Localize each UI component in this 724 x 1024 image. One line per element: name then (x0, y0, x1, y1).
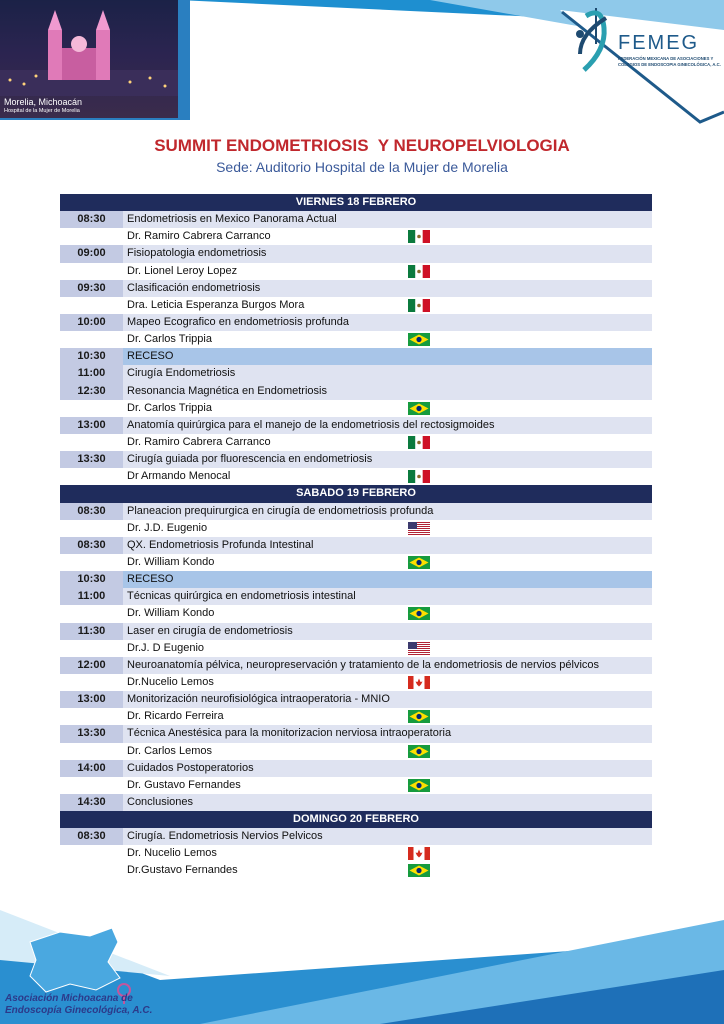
session-time: 14:00 (60, 760, 123, 777)
session-time: 10:00 (60, 314, 123, 331)
session-row (60, 537, 652, 554)
session-time (60, 845, 123, 862)
session-time: 11:00 (60, 588, 123, 605)
session-time: 13:30 (60, 725, 123, 742)
session-time (60, 554, 123, 571)
brazil-flag-icon (408, 745, 430, 758)
cathedral-illustration (0, 0, 178, 96)
speaker-name: Dr. William Kondo (127, 607, 215, 620)
session-row (60, 794, 652, 811)
session-title: Técnica Anestésica para la monitorizacion nerviosa intraoperatoria (127, 727, 452, 740)
session-row (60, 211, 652, 228)
association-name-line2: Endoscopía Ginecológica, A.C. (5, 1005, 153, 1016)
speaker-row (60, 777, 652, 794)
speaker-name: Dr.Gustavo Fernandes (127, 864, 238, 877)
session-title: Laser en cirugía de endometriosis (127, 624, 293, 637)
mexico-flag-icon (408, 470, 430, 483)
session-time: 12:30 (60, 383, 123, 400)
session-title: Fisiopatologia endometriosis (127, 247, 267, 260)
association-name-line1: Asociación Michoacana de (5, 993, 133, 1004)
session-time: 09:30 (60, 280, 123, 297)
speaker-row (60, 297, 652, 314)
recess-row (60, 348, 652, 365)
canada-flag-icon (408, 676, 430, 689)
speaker-name: Dr Armando Menocal (127, 470, 231, 483)
speaker-name: Dr. Lionel Leroy Lopez (127, 264, 238, 277)
speaker-row (60, 708, 652, 725)
session-time (60, 434, 123, 451)
session-title: Endometriosis en Mexico Panorama Actual (127, 213, 337, 226)
session-time (60, 743, 123, 760)
mexico-flag-icon (408, 230, 430, 243)
session-time: 08:30 (60, 828, 123, 845)
speaker-name: Dr. Ramiro Cabrera Carranco (127, 435, 271, 448)
brazil-flag-icon (408, 779, 430, 792)
session-time: 10:30 (60, 571, 123, 588)
speaker-row (60, 845, 652, 862)
session-time: 12:00 (60, 657, 123, 674)
session-time: 08:30 (60, 503, 123, 520)
speaker-name: Dr. Carlos Trippia (127, 333, 212, 346)
speaker-name: Dr.Nucelio Lemos (127, 675, 214, 688)
speaker-name: Dr. Carlos Lemos (127, 744, 212, 757)
brazil-flag-icon (408, 864, 430, 877)
speaker-name: Dra. Leticia Esperanza Burgos Mora (127, 298, 305, 311)
speaker-row (60, 263, 652, 280)
session-title: Planeacion prequirurgica en cirugía de endometriosis profunda (127, 504, 434, 517)
schedule-table (60, 194, 652, 880)
session-title: Clasificación endometriosis (127, 281, 261, 294)
speaker-row (60, 862, 652, 879)
session-title: QX. Endometriosis Profunda Intestinal (127, 538, 314, 551)
femeg-logo (566, 4, 721, 78)
brazil-flag-icon (408, 607, 430, 620)
city-subcaption: Hospital de la Mujer de Morelia (4, 108, 80, 114)
speaker-row (60, 743, 652, 760)
session-time: 09:00 (60, 245, 123, 262)
speaker-name: Dr. Ramiro Cabrera Carranco (127, 230, 271, 243)
city-caption: Morelia, Michoacán (4, 97, 83, 107)
speaker-row (60, 674, 652, 691)
session-time: 08:30 (60, 211, 123, 228)
mexico-flag-icon (408, 436, 430, 449)
logo-text: FEMEG (618, 32, 700, 54)
session-time: 13:00 (60, 691, 123, 708)
speaker-name: Dr. William Kondo (127, 555, 215, 568)
session-time (60, 400, 123, 417)
page-subtitle: Sede: Auditorio Hospital de la Mujer de Morelia (216, 159, 508, 175)
session-row (60, 417, 652, 434)
day-header: SABADO 19 FEBRERO (60, 485, 652, 502)
canada-flag-icon (408, 847, 430, 860)
speaker-row (60, 434, 652, 451)
usa-flag-icon (408, 522, 430, 535)
session-time: 14:30 (60, 794, 123, 811)
speaker-row (60, 331, 652, 348)
session-title: Cirugía. Endometriosis Nervios Pelvicos (127, 830, 323, 843)
brazil-flag-icon (408, 710, 430, 723)
session-row (60, 623, 652, 640)
session-time (60, 674, 123, 691)
session-time (60, 228, 123, 245)
session-title: Conclusiones (127, 795, 194, 808)
session-title: Resonancia Magnética en Endometriosis (127, 384, 327, 397)
brazil-flag-icon (408, 333, 430, 346)
speaker-name: Dr. J.D. Eugenio (127, 521, 208, 534)
session-time: 11:00 (60, 365, 123, 382)
session-title: RECESO (127, 573, 174, 586)
session-title: Cirugía Endometriosis (127, 367, 236, 380)
session-row (60, 725, 652, 742)
logo-subtext-1: FEDERACIÓN MEXICANA DE ASOCIACIONES Y (618, 56, 714, 61)
session-row (60, 314, 652, 331)
session-row (60, 280, 652, 297)
usa-flag-icon (408, 642, 430, 655)
session-row (60, 760, 652, 777)
session-title: Cirugía guiada por fluorescencia en endometriosis (127, 453, 373, 466)
session-time (60, 640, 123, 657)
session-time (60, 708, 123, 725)
speaker-row (60, 400, 652, 417)
session-row (60, 365, 652, 382)
session-time (60, 605, 123, 622)
speaker-name: Dr. Nucelio Lemos (127, 847, 217, 860)
session-row (60, 503, 652, 520)
session-title: Neuroanatomía pélvica, neuropreservación y tratamiento de la endometriosis de nervios pélvicos (127, 658, 600, 671)
speaker-row (60, 468, 652, 485)
session-time (60, 297, 123, 314)
session-time (60, 331, 123, 348)
speaker-name: Dr. Carlos Trippia (127, 401, 212, 414)
session-time (60, 777, 123, 794)
session-time: 13:30 (60, 451, 123, 468)
session-title: Mapeo Ecografico en endometriosis profunda (127, 315, 349, 328)
session-row (60, 657, 652, 674)
session-time (60, 862, 123, 879)
session-row (60, 691, 652, 708)
session-row (60, 588, 652, 605)
speaker-row (60, 640, 652, 657)
day-header: VIERNES 18 FEBRERO (60, 194, 652, 211)
brazil-flag-icon (408, 402, 430, 415)
page-title: SUMMIT ENDOMETRIOSIS Y NEUROPELVIOLOGIA (154, 136, 570, 155)
session-title: Técnicas quirúrgica en endometriosis intestinal (127, 590, 356, 603)
recess-row (60, 571, 652, 588)
day-header: DOMINGO 20 FEBRERO (60, 811, 652, 828)
ribbon-logo-icon (566, 4, 618, 78)
session-row (60, 383, 652, 400)
speaker-name: Dr.J. D Eugenio (127, 641, 205, 654)
city-photo (0, 0, 178, 118)
brazil-flag-icon (408, 556, 430, 569)
mexico-flag-icon (408, 265, 430, 278)
session-time: 11:30 (60, 623, 123, 640)
speaker-row (60, 228, 652, 245)
session-time: 13:00 (60, 417, 123, 434)
session-title: Monitorización neurofisiológica intraoperatoria - MNIO (127, 693, 390, 706)
session-time: 10:30 (60, 348, 123, 365)
session-time: 08:30 (60, 537, 123, 554)
speaker-row (60, 605, 652, 622)
session-row (60, 451, 652, 468)
session-row (60, 245, 652, 262)
mexico-flag-icon (408, 299, 430, 312)
session-time (60, 468, 123, 485)
speaker-row (60, 520, 652, 537)
session-time (60, 263, 123, 280)
speaker-name: Dr. Gustavo Fernandes (127, 778, 241, 791)
session-title: Cuidados Postoperatorios (127, 761, 254, 774)
logo-subtext-2: COLEGIOS DE ENDOSCOPIA GINECOLÓGICA, A.C. (618, 62, 721, 67)
speaker-name: Dr. Ricardo Ferreira (127, 710, 224, 723)
session-title: RECESO (127, 350, 174, 363)
session-time (60, 520, 123, 537)
session-row (60, 828, 652, 845)
session-title: Anatomía quirúrgica para el manejo de la endometriosis del rectosigmoides (127, 418, 495, 431)
speaker-row (60, 554, 652, 571)
